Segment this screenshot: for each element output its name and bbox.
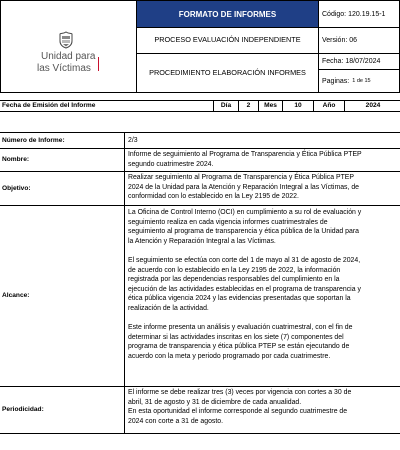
scope-p1-line-4: la Atención y Reparación Integral a las Víctimas. xyxy=(128,237,276,245)
scope-p3-line-1: Este informe presenta un análisis y evaluación cuatrimestral, con el fin de xyxy=(128,324,353,332)
report-name-label: Nombre: xyxy=(0,148,125,172)
document-code: Código: 120.19.15-1 xyxy=(318,0,400,28)
scope-p1-line-2: seguimiento realiza en cada vigencia informes cuatrimestrales de xyxy=(128,218,328,226)
scope-cell xyxy=(124,205,400,387)
periodicity-p2-line-1: En esta oportunidad el informe corresponde al segundo cuatrimestre de xyxy=(128,408,348,416)
periodicity-p2-line-2: 2024 con corte a 31 de agosto. xyxy=(128,417,224,425)
document-pages xyxy=(318,69,400,93)
report-name-line-1: Informe de seguimiento al Programa de Transparencia y Ética Pública PTEP xyxy=(128,151,362,158)
objective-line-1: Realizar seguimiento al Programa de Transparencia y Ética Pública PTEP xyxy=(128,174,354,181)
header-logo-cell xyxy=(0,0,137,93)
emission-year-label: Año xyxy=(313,100,345,112)
scope-p2-line-6: realización de la actividad. xyxy=(128,304,209,312)
objective-line-2: 2024 de la Unidad para la Atención y Reparación Integral a las Víctimas, de xyxy=(128,183,359,191)
process-name: PROCESO EVALUACIÓN INDEPENDIENTE xyxy=(136,27,319,54)
document-version: Versión: 06 xyxy=(318,27,400,54)
emission-month-value: 10 xyxy=(282,100,314,112)
objective-label: Objetivo: xyxy=(0,171,125,206)
scope-p3-line-3: programa de transparencia y ética pública PTEP se están ejecutando de xyxy=(128,343,350,351)
scope-p2-line-2: de acuerdo con lo establecido en la Ley 2195 de 2022, la información xyxy=(128,266,341,274)
report-number-label: Número de Informe: xyxy=(0,132,125,149)
logo-text-line2: las Víctimas xyxy=(37,63,91,74)
procedure-name: PROCEDIMIENTO ELABORACIÓN INFORMES xyxy=(136,53,319,93)
emission-year-value: 2024 xyxy=(344,100,400,112)
document-date: Fecha: 18/07/2024 xyxy=(318,53,400,70)
document-title: FORMATO DE INFORMES xyxy=(136,0,319,28)
emission-month-label: Mes xyxy=(258,100,283,112)
objective-cell xyxy=(124,171,400,206)
scope-p2-line-5: ética pública vigencia 2024 y las evidencias presentadas que soportan la xyxy=(128,295,351,303)
scope-p3-line-2: determinar si las actividades inscritas en los siete (7) componentes del xyxy=(128,333,344,341)
scope-p2-line-3: registrada por las dependencias responsables del cumplimiento en la xyxy=(128,276,340,284)
logo-accent-bar xyxy=(98,57,99,71)
scope-p1-line-3: seguimiento al programa de transparencia y ética pública de la Unidad para xyxy=(128,228,359,236)
emission-day-value: 2 xyxy=(238,100,259,112)
scope-p2-line-4: ejecución de las actividades establecidas en el programa de transparencia y xyxy=(128,285,361,293)
periodicity-label: Periodicidad: xyxy=(0,386,125,434)
scope-p2-line-1: El seguimiento se efectúa con corte del 1 de mayo al 31 de agosto de 2024, xyxy=(128,256,361,264)
periodicity-p1-line-2: abril, 31 de agosto y 31 de diciembre de cada anualidad. xyxy=(128,398,302,406)
scope-label: Alcance: xyxy=(0,205,125,387)
logo-text-line1: Unidad para xyxy=(41,51,96,62)
scope-p1-line-1: La Oficina de Control Interno (OCI) en cumplimiento a su rol de evaluación y xyxy=(128,209,362,216)
emission-date-label: Fecha de Emisión del Informe xyxy=(0,100,214,112)
scope-p3-line-4: acuerdo con la meta y periodo programado por cada cuatrimestre. xyxy=(128,352,331,360)
coat-of-arms-icon xyxy=(58,31,74,49)
objective-line-3: conformidad con lo establecido en la Ley 2195 de 2022. xyxy=(128,193,299,201)
emission-day-label: Día xyxy=(213,100,239,112)
pages-label: Paginas: xyxy=(322,77,350,85)
report-name-line-2: segundo cuatrimestre 2024. xyxy=(128,160,214,168)
pages-value: 1 de 15 xyxy=(352,78,371,84)
report-number-value: 2/3 xyxy=(124,132,400,149)
periodicity-cell xyxy=(124,386,400,434)
periodicity-p1-line-1: El informe se debe realizar tres (3) veces por vigencia con cortes a 30 de xyxy=(128,389,352,396)
report-name-cell xyxy=(124,148,400,172)
